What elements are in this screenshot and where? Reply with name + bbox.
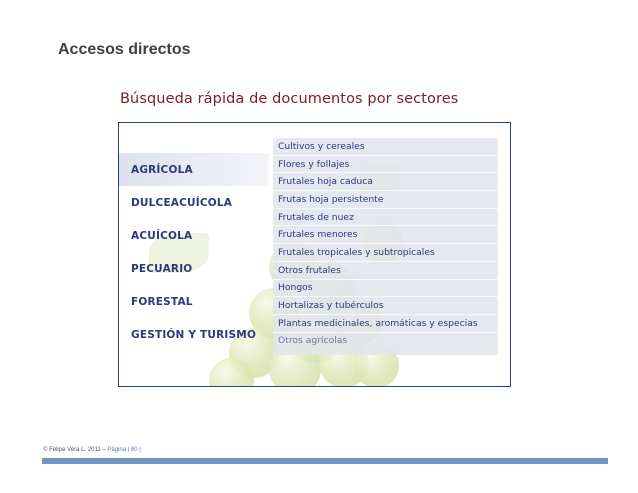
subsector-item[interactable]: Cultivos y cereales: [273, 138, 498, 156]
subsector-item[interactable]: Frutales hoja caduca: [273, 173, 498, 191]
subsector-list: [273, 138, 498, 355]
slide-title: Accesos directos: [58, 41, 191, 58]
subsector-item[interactable]: Frutales menores: [273, 226, 498, 244]
sector-item-pecuario[interactable]: PECUARIO: [131, 262, 193, 275]
sector-search-panel: [118, 122, 511, 387]
sector-list: [119, 153, 269, 351]
sector-item-acuicola[interactable]: ACUÍCOLA: [131, 229, 193, 242]
subsector-item[interactable]: Frutas hoja persistente: [273, 191, 498, 209]
sector-item-forestal[interactable]: FORESTAL: [131, 295, 193, 308]
sector-item-agricola[interactable]: AGRÍCOLA: [119, 153, 269, 186]
subsector-item[interactable]: Frutales tropicales y subtropicales: [273, 244, 498, 262]
panel-heading: Búsqueda rápida de documentos por sectores: [120, 91, 459, 107]
subsector-item[interactable]: Plantas medicinales, aromáticas y especias: [273, 315, 498, 333]
sector-item-gestion-turismo[interactable]: GESTIÓN Y TURISMO: [131, 328, 257, 341]
subsector-item[interactable]: Flores y follajes: [273, 156, 498, 174]
footer-page-number: Página | 80 |: [107, 447, 141, 453]
footer-bar: [42, 458, 608, 464]
subsector-item[interactable]: Hortalizas y tubérculos: [273, 297, 498, 315]
subsector-item[interactable]: Hongos: [273, 280, 498, 298]
sector-item-dulceacuicola[interactable]: DULCEACUÍCOLA: [131, 196, 233, 209]
footer-copyright: © Felipe Vera L. 2011 –: [43, 447, 108, 453]
subsector-item[interactable]: Otros agrícolas: [278, 335, 348, 347]
footer: [43, 447, 141, 453]
subsector-item[interactable]: Otros frutales: [273, 262, 498, 280]
subsector-item[interactable]: Frutales de nuez: [273, 209, 498, 227]
